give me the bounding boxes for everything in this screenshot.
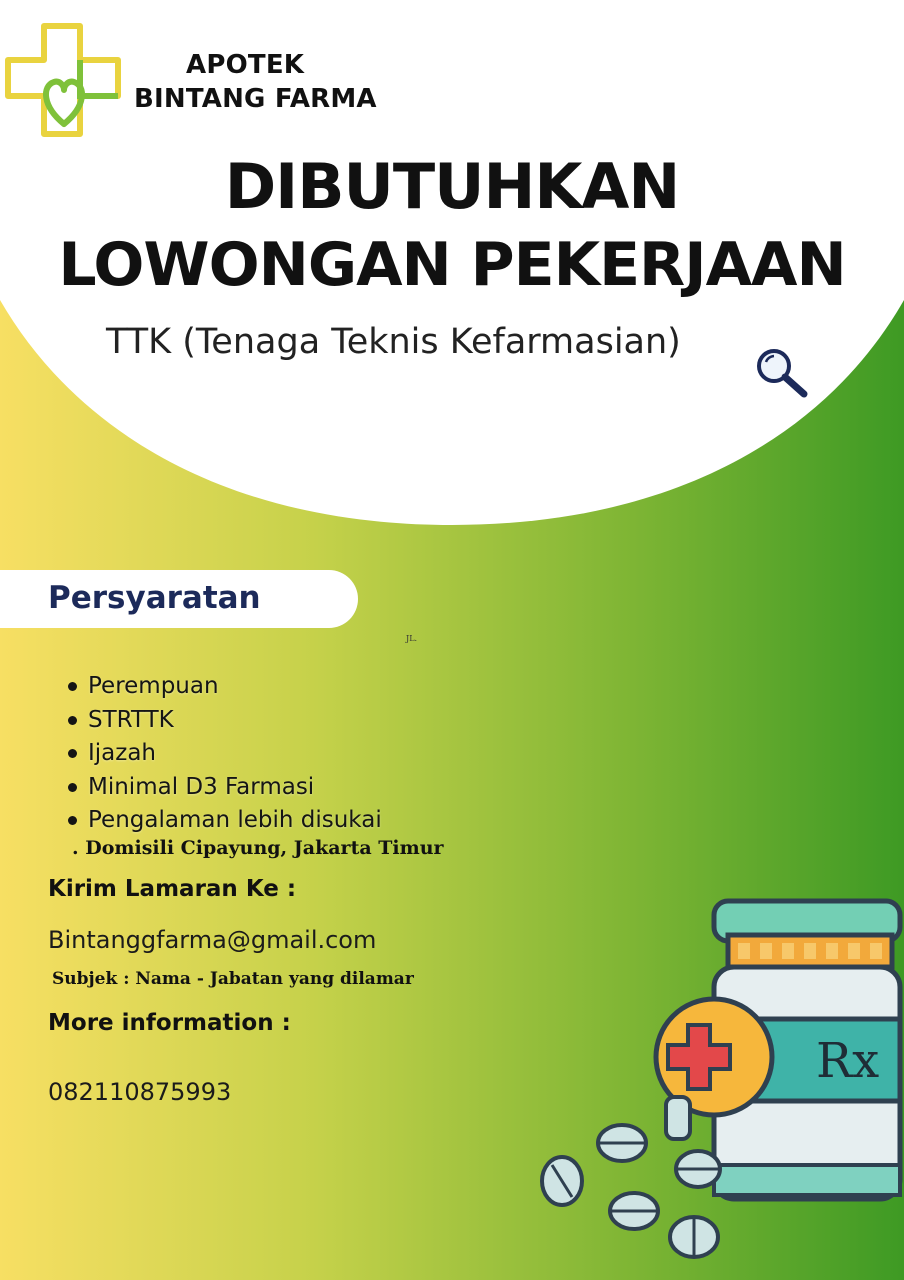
contact-email[interactable]: Bintanggfarma@gmail.com	[48, 926, 377, 954]
contact-phone[interactable]: 082110875993	[48, 1078, 232, 1106]
bullet	[68, 682, 77, 691]
headline-line-2: LOWONGAN PEKERJAAN	[58, 230, 846, 300]
bullet	[68, 716, 77, 725]
list-item	[66, 804, 382, 838]
bullet	[68, 783, 77, 792]
brand-line-1: APOTEK	[186, 50, 305, 80]
domicile-requirement: . Domisili Cipayung, Jakarta Timur	[72, 837, 444, 859]
cross-heart-logo-icon	[2, 20, 126, 144]
medicine-bottle-pills-icon	[538, 895, 904, 1280]
bullet	[68, 749, 77, 758]
send-application-label: Kirim Lamaran Ke :	[48, 876, 297, 902]
list-item	[66, 704, 382, 738]
brand-line-2: BINTANG FARMA	[134, 84, 377, 114]
requirement-text: Perempuan	[88, 673, 219, 699]
small-mark: JL.	[406, 634, 418, 643]
headline-line-1: DIBUTUHKAN	[224, 150, 680, 223]
list-item	[66, 670, 382, 704]
requirement-text: STRTTK	[88, 706, 174, 733]
email-subject-format: Subjek : Nama - Jabatan yang dilamar	[52, 969, 414, 989]
list-item	[66, 771, 382, 805]
requirements-heading: Persyaratan	[48, 580, 261, 616]
position-title: TTK (Tenaga Teknis Kefarmasian)	[106, 322, 681, 362]
more-information-label: More information :	[48, 1010, 291, 1036]
list-item	[66, 737, 382, 771]
rx-label: Rx	[816, 1033, 880, 1089]
requirement-text: Ijazah	[88, 740, 157, 766]
bullet	[68, 816, 77, 825]
requirement-text: Pengalaman lebih disukai	[88, 807, 382, 833]
requirements-list	[66, 670, 382, 838]
requirement-text: Minimal D3 Farmasi	[88, 773, 315, 800]
magnifier-icon	[752, 344, 814, 406]
